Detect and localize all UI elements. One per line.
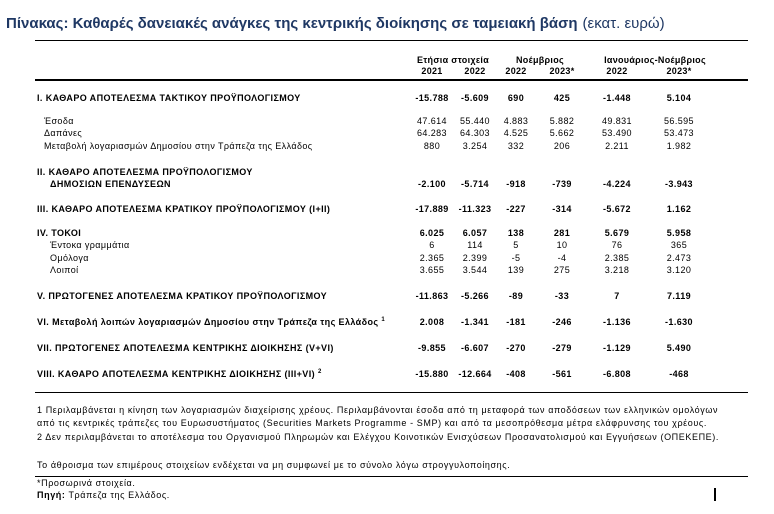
cell-nov-2023: -739 (552, 179, 572, 189)
cell-annual-2022: -12.664 (458, 369, 492, 379)
cell-nov-2022: 139 (507, 265, 525, 275)
cell-annual-2021: 6 (429, 240, 435, 250)
cell-nov-2023: -33 (554, 291, 570, 301)
row-label: Λοιποί (50, 265, 79, 275)
cell-jan-nov-2022: 2.385 (604, 253, 630, 263)
cell-nov-2023: 275 (553, 265, 571, 275)
cell-jan-nov-2022: 7 (614, 291, 620, 301)
row-label: III. ΚΑΘΑΡΟ ΑΠΟΤΕΛΕΣΜΑ ΚΡΑΤΙΚΟΥ ΠΡΟΫΠΟΛΟΓΙΣΜΟΥ (I+II) (37, 204, 331, 214)
cell-annual-2021: 2.365 (419, 253, 445, 263)
cell-jan-nov-2022: 76 (611, 240, 623, 250)
row-label-continuation: ΔΗΜΟΣΙΩΝ ΕΠΕΝΔΥΣΕΩΝ (50, 179, 171, 189)
cell-nov-2023: 5.882 (549, 116, 575, 126)
cell-annual-2021: -9.855 (418, 343, 446, 353)
row-label-wrap (37, 368, 322, 382)
row-net-ordinary-budget (0, 92, 774, 104)
cell-jan-nov-2023: -468 (669, 369, 689, 379)
source-line (37, 489, 170, 501)
cell-jan-nov-2022: -4.224 (603, 179, 631, 189)
cell-annual-2022: 3.544 (462, 265, 488, 275)
title-unit: (εκατ. ευρώ) (582, 15, 665, 32)
cell-jan-nov-2023: -3.943 (665, 179, 693, 189)
source-text: Τράπεζα της Ελλάδος. (68, 490, 170, 500)
header-year-nov-2023: 2023* (549, 66, 575, 76)
cell-nov-2023: 281 (553, 228, 571, 238)
row-label: I. ΚΑΘΑΡΟ ΑΠΟΤΕΛΕΣΜΑ ΤΑΚΤΙΚΟΥ ΠΡΟΫΠΟΛΟΓΙΣΜΟΥ (37, 93, 301, 103)
cell-annual-2021: -11.863 (415, 291, 449, 301)
header-year-jan-nov-2023: 2023* (666, 66, 692, 76)
cell-jan-nov-2023: 1.162 (666, 204, 692, 214)
row-label: Μεταβολή λογαριασμών Δημοσίου στην Τράπεζα της Ελλάδος (44, 141, 313, 151)
cell-nov-2023: -4 (557, 253, 567, 263)
header-group-november: Νοέμβριος (515, 55, 565, 65)
cell-nov-2023: 425 (553, 93, 571, 103)
row-change-other-state-accounts (0, 316, 774, 328)
cell-nov-2022: -181 (506, 317, 526, 327)
cell-nov-2023: -279 (552, 343, 572, 353)
cell-nov-2022: 332 (507, 141, 525, 151)
text-cursor (714, 488, 716, 501)
cell-nov-2023: 5.662 (549, 128, 575, 138)
row-bonds (0, 252, 774, 264)
footnote-ref: 2 (318, 369, 322, 375)
row-label: V. ΠΡΩΤΟΓΕΝΕΣ ΑΠΟΤΕΛΕΣΜΑ ΚΡΑΤΙΚΟΥ ΠΡΟΫΠΟΛΟΓΙΣΜΟΥ (37, 291, 328, 301)
cell-nov-2023: -314 (552, 204, 572, 214)
cell-annual-2022: -5.266 (461, 291, 489, 301)
cell-annual-2021: 64.283 (417, 128, 447, 138)
cell-jan-nov-2022: 3.218 (604, 265, 630, 275)
row-label: VIII. ΚΑΘΑΡΟ ΑΠΟΤΕΛΕΣΜΑ ΚΕΝΤΡΙΚΗΣ ΔΙΟΙΚΗΣΗΣ (III+VI) (37, 369, 315, 379)
cell-jan-nov-2022: -6.808 (603, 369, 631, 379)
header-year-annual-2022: 2022 (464, 66, 486, 76)
cell-annual-2021: 3.655 (419, 265, 445, 275)
row-expenditure (0, 127, 774, 139)
cell-jan-nov-2022: 5.679 (604, 228, 630, 238)
cell-annual-2022: -6.607 (461, 343, 489, 353)
cell-jan-nov-2023: 2.473 (666, 253, 692, 263)
cell-nov-2022: 5 (513, 240, 519, 250)
cell-nov-2023: 206 (553, 141, 571, 151)
cell-jan-nov-2023: 56.595 (664, 116, 694, 126)
header-divider (35, 79, 748, 81)
cell-jan-nov-2022: -1.136 (603, 317, 631, 327)
header-group-jan-nov: Ιανουάριος-Νοέμβριος (604, 55, 706, 65)
footnote-2: 2 Δεν περιλαμβάνεται το αποτέλεσμα του Οργανισμού Πληρωμών και Ελέγχου Κοινοτικών Ενισχύσεων Προσανατολισμού και Εγγυήσεων (ΟΠΕΚΕΠΕ). (37, 432, 719, 442)
rounding-note: Το άθροισμα των επιμέρους στοιχείων ενδέχεται να μη συμφωνεί με το σύνολο λόγω στρογγυλοποίησης. (37, 460, 511, 470)
row-label: VII. ΠΡΩΤΟΓΕΝΕΣ ΑΠΟΤΕΛΕΣΜΑ ΚΕΝΤΡΙΚΗΣ ΔΙΟΙΚΗΣΗΣ (V+VI) (37, 343, 334, 353)
notes-divider (35, 476, 748, 477)
cell-nov-2022: -89 (508, 291, 524, 301)
row-net-public-investment-budget (0, 166, 774, 190)
title-main: Πίνακας: Καθαρές δανειακές ανάγκες της κεντρικής διοίκησης σε ταμειακή βάση (6, 15, 578, 32)
cell-annual-2022: 3.254 (462, 141, 488, 151)
cell-nov-2022: 4.883 (503, 116, 529, 126)
cell-annual-2021: 2.008 (419, 317, 445, 327)
row-revenue (0, 115, 774, 127)
cell-annual-2022: 114 (467, 240, 483, 250)
cell-jan-nov-2023: 3.120 (666, 265, 692, 275)
cell-annual-2021: -15.880 (415, 369, 449, 379)
cell-jan-nov-2023: 365 (670, 240, 688, 250)
cell-jan-nov-2022: 2.211 (605, 141, 629, 151)
cell-annual-2021: 880 (423, 141, 441, 151)
row-label: Ομόλογα (50, 253, 89, 263)
cell-nov-2023: -246 (552, 317, 572, 327)
cell-jan-nov-2023: 5.104 (666, 93, 692, 103)
cell-annual-2022: -1.341 (461, 317, 489, 327)
cell-jan-nov-2022: -1.448 (603, 93, 631, 103)
row-label: Έσοδα (44, 116, 74, 126)
row-other-interest (0, 264, 774, 276)
cell-annual-2021: 6.025 (419, 228, 445, 238)
row-label: IV. ΤΟΚΟΙ (37, 228, 82, 238)
cell-annual-2021: -2.100 (418, 179, 446, 189)
cell-nov-2022: 138 (507, 228, 525, 238)
header-year-annual-2021: 2021 (421, 66, 443, 76)
cell-annual-2021: 47.614 (417, 116, 447, 126)
row-net-state-budget (0, 203, 774, 215)
row-label: II. ΚΑΘΑΡΟ ΑΠΟΤΕΛΕΣΜΑ ΠΡΟΫΠΟΛΟΓΙΣΜΟΥ (37, 167, 253, 177)
cell-nov-2022: -270 (506, 343, 526, 353)
cell-jan-nov-2023: 5.490 (666, 343, 692, 353)
cell-annual-2022: -5.714 (461, 179, 489, 189)
title-divider (35, 40, 748, 41)
row-primary-state-budget (0, 290, 774, 302)
source-label: Πηγή: (37, 490, 66, 500)
row-treasury-bills (0, 239, 774, 251)
cell-annual-2022: 2.399 (462, 253, 488, 263)
footnote-ref: 1 (381, 317, 386, 323)
cell-jan-nov-2022: 53.490 (602, 128, 632, 138)
cell-annual-2021: -15.788 (415, 93, 449, 103)
header-year-jan-nov-2022: 2022 (606, 66, 628, 76)
cell-nov-2022: 4.525 (503, 128, 529, 138)
footnote-1-line-2: από τις κεντρικές τράπεζες του Ευρωσυστήματος (Securities Markets Programme - SMP) και από τα μεσοπρόθεσμα μέτρα ελάφρυνσης του χρέους. (37, 418, 707, 428)
cell-annual-2021: -17.889 (415, 204, 449, 214)
cell-jan-nov-2023: 7.119 (666, 291, 692, 301)
row-label-wrap (37, 316, 385, 330)
header-group-annual: Ετήσια στοιχεία (416, 55, 490, 65)
cell-nov-2022: -227 (506, 204, 526, 214)
cell-jan-nov-2023: -1.630 (665, 317, 693, 327)
provisional-note: *Προσωρινά στοιχεία. (37, 478, 136, 488)
cell-jan-nov-2022: -5.672 (603, 204, 631, 214)
footnote-1-line-1: 1 Περιλαμβάνεται η κίνηση των λογαριασμών διαχείρισης χρέους. Περιλαμβάνονται έσοδα από τη μεταφορά των αποδόσεων των ελληνικών ομολόγων (37, 405, 719, 415)
row-label: Δαπάνες (44, 128, 83, 138)
cell-nov-2022: 690 (507, 93, 525, 103)
row-change-state-accounts (0, 140, 774, 152)
header-year-nov-2022: 2022 (505, 66, 527, 76)
table-bottom-divider (35, 392, 748, 393)
row-primary-central-government (0, 342, 774, 354)
cell-annual-2022: 6.057 (462, 228, 488, 238)
row-label: VI. Μεταβολή λοιπών λογαριασμών Δημοσίου στην Τράπεζα της Ελλάδος (37, 317, 379, 327)
row-label: Έντοκα γραμμάτια (50, 240, 130, 250)
cell-annual-2022: -11.323 (458, 204, 492, 214)
cell-annual-2022: -5.609 (461, 93, 489, 103)
cell-jan-nov-2023: 53.473 (664, 128, 694, 138)
cell-annual-2022: 55.440 (460, 116, 490, 126)
cell-annual-2022: 64.303 (460, 128, 490, 138)
cell-nov-2023: -561 (552, 369, 572, 379)
cell-jan-nov-2022: -1.129 (603, 343, 631, 353)
cell-nov-2022: -5 (511, 253, 521, 263)
cell-jan-nov-2022: 49.831 (602, 116, 632, 126)
table-title (6, 15, 665, 33)
cell-nov-2022: -408 (506, 369, 526, 379)
row-net-central-government (0, 368, 774, 380)
cell-jan-nov-2023: 5.958 (666, 228, 692, 238)
cell-nov-2023: 10 (556, 240, 568, 250)
cell-nov-2022: -918 (506, 179, 526, 189)
row-interest (0, 227, 774, 239)
cell-jan-nov-2023: 1.982 (666, 141, 692, 151)
